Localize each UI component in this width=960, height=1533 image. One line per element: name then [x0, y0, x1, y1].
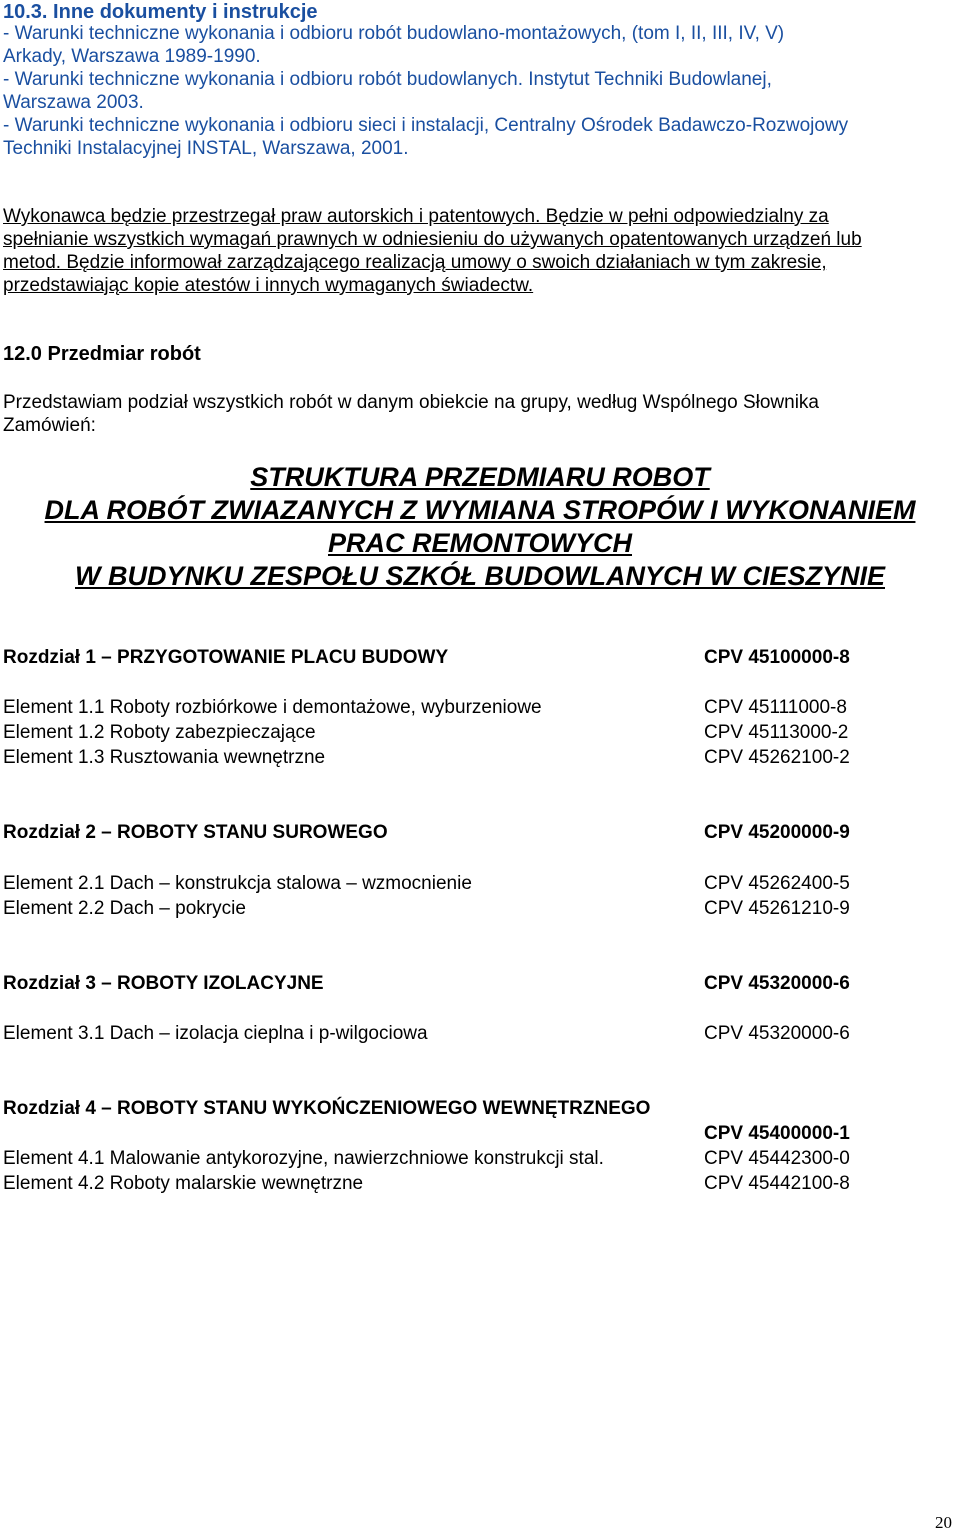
chapter-cpv: CPV 45400000-1	[704, 1123, 850, 1144]
element-name: Element 1.2 Roboty zabezpieczające	[3, 722, 316, 743]
element-cpv: CPV 45262400-5	[704, 873, 850, 894]
element-row	[3, 871, 903, 896]
section-heading: 10.3. Inne dokumenty i instrukcje	[3, 1, 318, 23]
element-name: Element 3.1 Dach – izolacja cieplna i p-wilgociowa	[3, 1023, 428, 1044]
reference-line: Arkady, Warszawa 1989-1990.	[3, 46, 261, 67]
element-cpv: CPV 45113000-2	[704, 722, 849, 743]
element-name: Element 1.3 Rusztowania wewnętrzne	[3, 747, 326, 768]
chapter-title: Rozdział 3 – ROBOTY IZOLACYJNE	[3, 973, 324, 994]
element-cpv: CPV 45262100-2	[704, 747, 850, 768]
structure-title-line: W BUDYNKU ZESPOŁU SZKÓŁ BUDOWLANYCH W CIESZYNIE	[75, 561, 885, 591]
element-name: Element 1.1 Roboty rozbiórkowe i demontażowe, wyburzeniowe	[3, 697, 542, 718]
reference-line: Techniki Instalacyjnej INSTAL, Warszawa, 2001.	[3, 138, 409, 159]
przedmiar-heading: 12.0 Przedmiar robót	[3, 343, 201, 365]
chapter-row	[3, 645, 903, 670]
element-cpv: CPV 45261210-9	[704, 898, 850, 919]
intro-paragraph-line: Przedstawiam podział wszystkich robót w danym obiekcie na grupy, według Wspólnego Słownika	[3, 392, 819, 413]
element-name: Element 4.2 Roboty malarskie wewnętrzne	[3, 1173, 364, 1194]
element-row	[3, 720, 903, 745]
copyright-paragraph-line: spełnianie wszystkich wymagań prawnych w odniesieniu do używanych opatentowanych urządzeń lub	[3, 229, 862, 250]
element-row	[3, 896, 903, 921]
element-row	[3, 695, 903, 720]
element-name: Element 4.1 Malowanie antykorozyjne, nawierzchniowe konstrukcji stal.	[3, 1148, 604, 1169]
element-cpv: CPV 45442300-0	[704, 1148, 850, 1169]
element-row	[3, 1171, 903, 1196]
element-name: Element 2.1 Dach – konstrukcja stalowa – wzmocnienie	[3, 873, 472, 894]
chapter-cpv-row	[3, 1121, 903, 1146]
element-row	[3, 745, 903, 770]
chapter-title: Rozdział 2 – ROBOTY STANU SUROWEGO	[3, 822, 388, 843]
reference-line: Warszawa 2003.	[3, 92, 144, 113]
chapter-row	[3, 1096, 903, 1121]
element-cpv: CPV 45111000-8	[704, 697, 847, 718]
copyright-paragraph-line: metod. Będzie informował zarządzającego realizacją umowy o swoich działaniach w tym zakresie,	[3, 252, 827, 273]
element-name: Element 2.2 Dach – pokrycie	[3, 898, 246, 919]
page-number: 20	[935, 1513, 952, 1532]
copyright-paragraph-line: Wykonawca będzie przestrzegał praw autorskich i patentowych. Będzie w pełni odpowiedzialny za	[3, 206, 829, 227]
element-cpv: CPV 45320000-6	[704, 1023, 850, 1044]
chapter-title: Rozdział 4 – ROBOTY STANU WYKOŃCZENIOWEGO WEWNĘTRZNEGO	[3, 1098, 651, 1119]
chapter-cpv: CPV 45100000-8	[704, 647, 850, 668]
element-cpv: CPV 45442100-8	[704, 1173, 850, 1194]
structure-title-line: PRAC REMONTOWYCH	[327, 528, 632, 558]
intro-paragraph-line: Zamówień:	[3, 415, 96, 436]
reference-line: - Warunki techniczne wykonania i odbioru robót budowlano-montażowych, (tom I, II, III, IV, V)	[3, 23, 785, 44]
reference-line: - Warunki techniczne wykonania i odbioru robót budowlanych. Instytut Techniki Budowlanej,	[3, 69, 772, 90]
copyright-paragraph-line: przedstawiając kopie atestów i innych wymaganych świadectw.	[3, 275, 534, 296]
structure-title-line: STRUKTURA PRZEDMIARU ROBOT	[250, 462, 710, 492]
structure-title-line: DLA ROBÓT ZWIAZANYCH Z WYMIANA STROPÓW I WYKONANIEM	[44, 495, 916, 525]
chapter-row	[3, 820, 903, 845]
chapter-cpv: CPV 45320000-6	[704, 973, 850, 994]
element-row	[3, 1021, 903, 1046]
chapter-row	[3, 971, 903, 996]
chapter-cpv: CPV 45200000-9	[704, 822, 850, 843]
element-row	[3, 1146, 903, 1171]
reference-line: - Warunki techniczne wykonania i odbioru sieci i instalacji, Centralny Ośrodek Badawczo-Rozwojowy	[3, 115, 849, 136]
chapter-title: Rozdział 1 – PRZYGOTOWANIE PLACU BUDOWY	[3, 647, 449, 668]
